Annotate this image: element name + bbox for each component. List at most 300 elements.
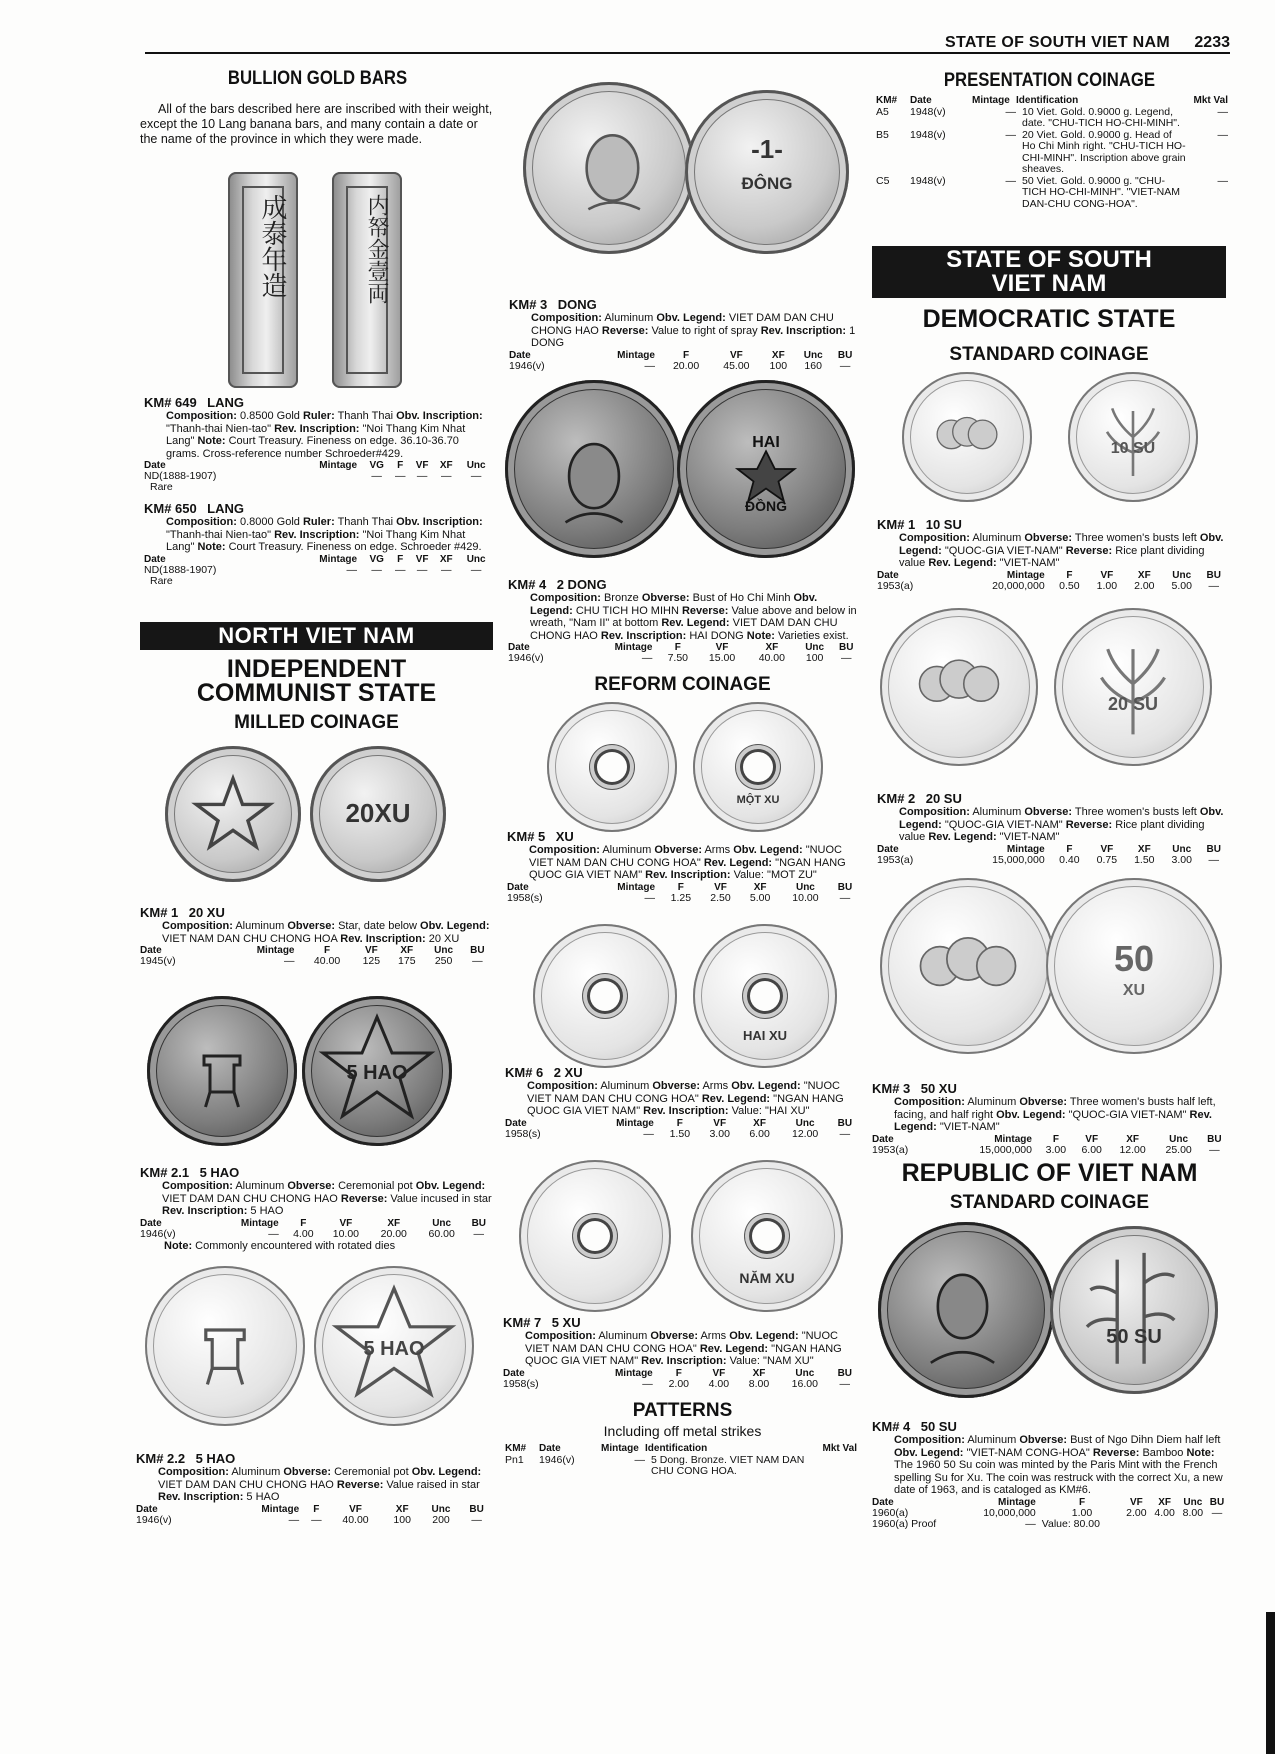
- table-header-row: [505, 1118, 859, 1129]
- column-header: XF: [439, 553, 453, 565]
- table-cell: [363, 576, 390, 587]
- field-value: Aluminum: [601, 312, 657, 324]
- catalog-entry: [507, 830, 859, 904]
- table-header-row: [876, 95, 1228, 107]
- field-value: Three women's busts left: [1072, 532, 1200, 544]
- table-cell: 4.00: [708, 1377, 730, 1390]
- table-cell: [434, 482, 458, 493]
- table-cell: —: [1005, 128, 1016, 141]
- column-header: BU: [837, 1367, 853, 1379]
- field-value: "QUOC-GIA VIET-NAM": [941, 818, 1066, 831]
- field-value: Arms: [700, 1080, 732, 1092]
- field-label: Reverse:: [340, 1192, 388, 1205]
- coin-image-obverse: [523, 82, 695, 254]
- field-label: Obv. Inscription:: [396, 516, 483, 528]
- field-label: Rev. Inscription:: [274, 528, 360, 541]
- field-label: Rev. Inscription:: [274, 422, 360, 435]
- field-value: 1 DONG: [531, 324, 856, 349]
- catalog-entry: [505, 1066, 859, 1140]
- entry-denomination: 50 XU: [920, 1081, 957, 1096]
- coin-image-reverse: [691, 1160, 843, 1312]
- field-label: Rev. Legend:: [699, 1342, 769, 1355]
- coin-image-reverse: [314, 1266, 474, 1426]
- table-cell: 8.00: [1182, 1506, 1204, 1519]
- table-row: [144, 565, 494, 576]
- entry-number: KM# 2: [877, 791, 916, 806]
- table-cell: [280, 576, 363, 587]
- coin-value-text: HAI: [752, 434, 780, 451]
- column-header: BU: [1206, 843, 1221, 855]
- column-header: Mintage: [617, 349, 655, 361]
- table-row: [872, 1145, 1227, 1156]
- column-header: VF: [1100, 843, 1114, 855]
- field-label: Obv. Inscription:: [396, 410, 483, 422]
- coin-image-obverse: [902, 372, 1032, 502]
- field-label: Rev. Inscription:: [162, 1205, 248, 1217]
- presentation-table-wrap: [876, 95, 1228, 210]
- column-header: F: [300, 1217, 307, 1229]
- column-header: Date: [872, 1133, 894, 1145]
- field-label: Composition:: [162, 1180, 233, 1192]
- table-header-row: [505, 1443, 857, 1455]
- table-cell: 5.00: [749, 891, 771, 904]
- field-value: Value: "NAM XU": [726, 1355, 814, 1367]
- entry-denomination: 5 XU: [551, 1315, 581, 1330]
- table-cell: 0.75: [1096, 853, 1118, 866]
- entry-denomination: 5 HAO: [195, 1451, 236, 1466]
- field-label: Obverse:: [654, 844, 703, 856]
- coin-image-reverse: [1054, 608, 1212, 766]
- subsection-heading: STANDARD COINAGE: [949, 344, 1149, 365]
- table-cell: 2.00: [668, 1377, 690, 1390]
- column-header: XF: [1158, 1496, 1171, 1508]
- table-cell: —: [1209, 1143, 1220, 1156]
- field-value: "Noi Thang Kim Nhat Lang": [166, 528, 466, 553]
- table-cell: 1958(s): [503, 1377, 539, 1390]
- column-header: XF: [400, 945, 414, 956]
- entry-number: KM# 3: [872, 1081, 911, 1096]
- table-row: [144, 576, 494, 587]
- table-cell: 1958(s): [505, 1127, 541, 1140]
- entry-description: [505, 1080, 859, 1118]
- field-label: Composition:: [899, 532, 970, 544]
- field-label: Obverse:: [287, 1180, 336, 1192]
- banner-line: STATE OF SOUTH: [946, 246, 1152, 273]
- section-heading: REPUBLIC OF VIET NAM: [901, 1159, 1198, 1187]
- coin-image-obverse: [165, 746, 301, 882]
- table-cell: —: [841, 652, 852, 664]
- field-value: VIET DAM DAN CHU CHONG HAO: [158, 1478, 337, 1491]
- column-header: Unc: [431, 1503, 451, 1515]
- field-label: Reverse:: [681, 604, 729, 617]
- field-label: Composition:: [894, 1096, 965, 1108]
- coin-image-reverse: [693, 702, 823, 832]
- field-value: Court Treasury. Fineness on edge. Schroeder #429.: [225, 541, 482, 553]
- column-header: F: [674, 642, 681, 653]
- column-header: Mintage: [261, 1503, 300, 1515]
- table-header-row: [144, 554, 494, 565]
- presentation-heading: PRESENTATION COINAGE: [943, 70, 1156, 91]
- ceremonial-pot-icon: [145, 1266, 305, 1426]
- field-label: Rev. Inscription:: [158, 1491, 244, 1503]
- table-row: [876, 176, 1228, 211]
- field-value: Aluminum: [964, 1434, 1020, 1446]
- field-value: "NGAN HANG QUOC GIA VIET NAM": [527, 1092, 844, 1117]
- column-header: Date: [877, 569, 899, 581]
- entry-description: [136, 1466, 492, 1504]
- table-cell: 40.00: [758, 652, 785, 664]
- table-cell: 10 Viet. Gold. 0.9000 g. Legend, date. "CHU-TICH HO-CHI-MINH".: [1022, 105, 1180, 129]
- table-cell: [363, 482, 390, 493]
- field-value: Arms: [702, 844, 734, 856]
- table-cell: 1.25: [670, 891, 692, 904]
- table-cell: 1958(s): [507, 891, 543, 904]
- table-cell: 2.00: [1134, 579, 1155, 592]
- table-cell: —: [641, 652, 653, 664]
- column-header: BU: [837, 881, 853, 893]
- table-cell: 1946(v): [508, 652, 544, 664]
- field-label: Rev. Legend:: [928, 831, 997, 843]
- gold-bar-inscription-1: 成泰年造: [257, 194, 287, 298]
- table-cell: 1.50: [669, 1127, 691, 1140]
- table-row: [144, 482, 494, 493]
- column-header: Mintage: [1006, 569, 1045, 581]
- table-cell: 15.00: [708, 652, 736, 664]
- coin-image-obverse: [547, 702, 677, 832]
- table-cell: ND(1888-1907): [144, 470, 217, 482]
- field-value: VIET DAM DAN CHU CHONG HAO: [530, 617, 838, 642]
- field-label: Obv. Legend:: [411, 1466, 482, 1478]
- coin-value-text: 50: [1113, 938, 1155, 979]
- catalog-entry: [136, 1452, 492, 1526]
- table-cell: 1946(v): [140, 1227, 176, 1240]
- field-label: Note:: [197, 541, 226, 553]
- table-row: [877, 855, 1227, 866]
- column-header: Date: [140, 945, 162, 956]
- table-cell: 1953(a): [877, 853, 914, 866]
- table-cell: 2.50: [710, 891, 731, 904]
- field-label: Reverse:: [336, 1478, 384, 1491]
- field-value: Thanh Thai: [334, 410, 397, 422]
- column-header: Date: [877, 843, 899, 855]
- entry-description: [140, 1180, 492, 1218]
- field-value: Ceremonial pot: [335, 1180, 416, 1192]
- catalog-entry: [509, 298, 859, 372]
- field-value: Aluminum: [969, 532, 1025, 544]
- column-header: Unc: [466, 460, 486, 471]
- field-value: "Noi Thang Kim Nhat Lang": [166, 422, 466, 447]
- table-cell: 25.00: [1165, 1143, 1192, 1156]
- field-label: Obv. Legend:: [894, 1446, 964, 1459]
- three-busts-icon: [902, 372, 1032, 502]
- table-cell: —: [1025, 1517, 1036, 1530]
- coin-value-text: NĂM XU: [739, 1270, 795, 1286]
- section-heading: DEMOCRATIC STATE: [922, 305, 1176, 333]
- coin-image-reverse: [1050, 1226, 1218, 1394]
- field-label: Obverse:: [650, 1330, 699, 1342]
- table-row: [505, 1129, 859, 1140]
- field-label: Rev. Legend:: [928, 557, 997, 569]
- section-heading: COMMUNIST STATE: [196, 679, 437, 707]
- field-label: Rev. Inscription:: [600, 629, 687, 642]
- table-cell: 1946(v): [539, 1453, 575, 1466]
- field-value: Aluminum: [969, 806, 1025, 818]
- column-header: Mintage: [617, 881, 656, 893]
- field-label: Obverse:: [652, 1080, 701, 1092]
- table-header-row: [136, 1504, 492, 1515]
- bamboo-icon: [1050, 1226, 1218, 1394]
- coin-image-obverse: [505, 380, 683, 558]
- table-cell: [280, 482, 363, 493]
- column-header: VF: [713, 1117, 727, 1129]
- column-header: VF: [715, 642, 729, 653]
- table-cell: [1207, 1519, 1227, 1530]
- catalog-entry: [872, 1420, 1227, 1530]
- table-row: [505, 1455, 857, 1478]
- table-cell: —: [284, 955, 295, 967]
- column-header: VF: [364, 945, 378, 956]
- entry-number: KM# 1: [877, 517, 916, 532]
- column-header: Mintage: [972, 95, 1010, 106]
- table-cell: —: [1217, 174, 1228, 187]
- field-value: The 1960 50 Su coin was minted by the Paris Mint with the French spelling Su for Xu. The coin was restruck with the correct Xu, a new date of 1963, and is cataloged as KM#6.: [894, 1459, 1223, 1496]
- field-label: Obv. Legend:: [530, 592, 818, 617]
- table-cell: 1.00: [1071, 1506, 1093, 1519]
- column-header: F: [676, 1117, 683, 1129]
- field-label: Obverse:: [641, 592, 690, 604]
- table-cell: —: [311, 1513, 322, 1526]
- value-table: [877, 570, 1227, 592]
- ho-chi-minh-portrait-icon: [523, 82, 695, 254]
- bullion-intro: All of the bars described here are inscribed with their weight, except the 10 Lang banana bars, and many contain a date or the name of the province in which they were made.: [140, 102, 493, 146]
- rice-plant-icon: [1054, 608, 1212, 766]
- bullion-heading: BULLION GOLD BARS: [227, 68, 408, 89]
- entry-number: KM# 2.1: [140, 1165, 190, 1180]
- column-header: XF: [439, 460, 453, 471]
- field-value: 5 HAO: [243, 1491, 280, 1503]
- entry-denomination: XU: [555, 829, 574, 844]
- column-header: VF: [712, 1367, 726, 1379]
- three-busts-icon: [880, 608, 1038, 766]
- coin-image-reverse: [677, 380, 855, 558]
- table-cell: 100: [769, 359, 788, 372]
- table-cell: 1960(a) Proof: [872, 1517, 937, 1530]
- field-label: Rev. Legend:: [661, 617, 730, 629]
- field-value: Value incused in star: [387, 1192, 492, 1205]
- table-cell: 1948(v): [910, 128, 946, 141]
- entry-denomination: 10 SU: [925, 517, 962, 532]
- table-cell: 1.50: [1134, 853, 1155, 866]
- field-value: Aluminum: [964, 1096, 1020, 1108]
- column-header: Date: [910, 95, 932, 106]
- table-cell: —: [472, 955, 483, 967]
- column-header: Date: [144, 460, 166, 471]
- table-cell: 200: [432, 1513, 450, 1526]
- gold-bar-image-1: [228, 172, 298, 388]
- table-header-row: [509, 350, 859, 361]
- table-cell: 1948(v): [910, 174, 946, 187]
- column-header: Mintage: [614, 642, 653, 653]
- column-header: KM#: [876, 95, 898, 106]
- column-header: XF: [1137, 569, 1151, 581]
- coin-value-word: ĐỒNG: [745, 498, 787, 514]
- table-cell: 20.00: [380, 1227, 407, 1240]
- column-header: Unc: [432, 1217, 452, 1229]
- table-cell: 40.00: [342, 1513, 369, 1526]
- table-cell: —: [416, 470, 428, 482]
- table-cell: 1960(a): [872, 1506, 909, 1519]
- table-cell: 125: [362, 955, 381, 967]
- table-row: [872, 1519, 1227, 1530]
- field-label: Composition:: [525, 1330, 596, 1342]
- field-label: Obverse:: [283, 1466, 332, 1478]
- column-header: BU: [471, 1217, 487, 1229]
- coin-image-reverse: [685, 90, 849, 254]
- column-header: VF: [1100, 569, 1114, 581]
- coin-value-text: 10 SU: [1110, 440, 1156, 457]
- entry-description: [508, 592, 860, 642]
- column-header: VF: [1085, 1133, 1099, 1145]
- table-cell: 160: [804, 359, 822, 372]
- value-table: [144, 554, 494, 587]
- field-value: "NUOC VIET NAM DAN CHU CONG HOA": [527, 1080, 841, 1105]
- table-cell: —: [839, 1377, 851, 1390]
- field-value: Thanh Thai: [334, 516, 397, 528]
- table-cell: [815, 1455, 857, 1478]
- column-header: VF: [1129, 1496, 1143, 1508]
- table-cell: —: [644, 891, 656, 904]
- field-label: Rev. Legend:: [701, 1092, 771, 1105]
- value-table: [136, 1504, 492, 1526]
- entry-description: [503, 1330, 859, 1368]
- field-label: Obv. Legend:: [731, 1080, 801, 1092]
- field-value: "Thanh-thai Nien-tao": [166, 422, 275, 435]
- entry-number: KM# 649: [144, 395, 197, 410]
- coin-image-obverse: [147, 996, 297, 1146]
- table-cell: 3.00: [1045, 1143, 1067, 1156]
- field-value: Arms: [698, 1330, 730, 1342]
- table-cell: 15,000,000: [979, 1143, 1032, 1156]
- value-table: [872, 1134, 1227, 1156]
- column-header: VF: [415, 460, 429, 471]
- field-label: Ruler:: [302, 516, 335, 528]
- table-cell: 20 Viet. Gold. 0.9000 g. Head of Ho Chi Minh right. "CHU-TICH HO-CHI-MINH". Inscription above grain sheaves.: [1022, 128, 1186, 175]
- coin-image-reverse: [310, 746, 446, 882]
- field-value: Rice plant dividing value: [899, 544, 1205, 569]
- table-cell: —: [440, 470, 452, 482]
- coin-value-text: 5 HAO: [363, 1338, 425, 1360]
- table-cell: 1945(v): [140, 955, 176, 967]
- table-cell: —: [1208, 579, 1219, 592]
- column-header: XF: [1126, 1133, 1139, 1145]
- field-value: Value to right of spray: [648, 324, 761, 337]
- column-header: BU: [839, 642, 854, 653]
- table-cell: —: [471, 1513, 482, 1526]
- field-label: Obverse:: [1019, 1434, 1068, 1446]
- field-value: Court Treasury. Fineness on edge. 36.10-36.70 grams. Cross-reference number Schroeder#429.: [166, 435, 459, 460]
- field-label: Obverse:: [1024, 806, 1073, 818]
- section-heading: INDEPENDENT: [226, 655, 407, 683]
- catalog-entry: [877, 518, 1227, 592]
- entry-description: [877, 532, 1227, 570]
- table-cell: —: [839, 891, 851, 904]
- column-header: Mintage: [240, 1217, 279, 1229]
- column-header: VG: [369, 460, 384, 471]
- column-header: Unc: [795, 881, 815, 893]
- table-cell: 6.00: [749, 1127, 770, 1140]
- table-row: [508, 653, 860, 664]
- table-cell: Rare: [150, 481, 173, 493]
- table-cell: [410, 576, 434, 587]
- coin-value-text: -1-: [751, 134, 783, 164]
- column-header: F: [397, 460, 404, 471]
- table-cell: 7.50: [667, 652, 688, 664]
- table-cell: 2.00: [1126, 1506, 1147, 1519]
- column-header: VF: [730, 349, 743, 361]
- column-header: Date: [539, 1443, 561, 1454]
- coin-image-obverse: [533, 924, 677, 1068]
- field-label: Composition:: [894, 1434, 965, 1446]
- value-table: [140, 1218, 492, 1240]
- coin-image-obverse: [880, 608, 1038, 766]
- field-label: Rev. Inscription:: [641, 1355, 727, 1367]
- field-label: Note:: [746, 629, 775, 642]
- entry-note: Note: Commonly encountered with rotated dies: [164, 1239, 396, 1252]
- table-cell: [458, 576, 494, 587]
- coin-value-text: HAI XU: [742, 1028, 788, 1043]
- column-header: Mintage: [601, 1443, 639, 1454]
- table-header-row: [503, 1368, 859, 1379]
- column-header: Date: [508, 642, 530, 653]
- table-cell: [390, 576, 410, 587]
- field-label: Obv. Legend:: [996, 1108, 1066, 1121]
- table-cell: —: [394, 563, 406, 576]
- field-value: CHU TICH HO MIHN: [572, 604, 682, 617]
- patterns-table: [505, 1443, 857, 1478]
- table-cell: 40.00: [313, 955, 341, 967]
- table-cell: 6.00: [1081, 1143, 1102, 1156]
- table-cell: —: [346, 563, 358, 576]
- value-table: [144, 460, 494, 493]
- column-header: Identification: [1016, 95, 1079, 106]
- column-header: F: [324, 945, 331, 956]
- field-value: "VIET-NAM": [936, 1121, 1000, 1133]
- field-label: Composition:: [529, 844, 600, 856]
- coin-image-obverse: [878, 1222, 1054, 1398]
- table-row: [872, 1508, 1227, 1519]
- table-cell: 250: [434, 955, 453, 967]
- table-cell: 175: [398, 955, 416, 967]
- subsection-subheading: Including off metal strikes: [603, 1423, 762, 1439]
- table-cell: Pn1: [505, 1453, 524, 1466]
- ho-chi-minh-portrait-icon: [505, 380, 683, 558]
- table-cell: —: [839, 359, 851, 372]
- coin-image-reverse: [1046, 878, 1222, 1054]
- entry-denomination: DONG: [557, 297, 597, 312]
- field-value: Star, date below: [335, 920, 421, 932]
- running-head: [145, 28, 1230, 54]
- column-header: Mintage: [256, 945, 295, 956]
- field-label: Rev. Inscription:: [340, 932, 426, 945]
- rice-plant-icon: [1068, 372, 1198, 502]
- table-cell: —: [1005, 105, 1016, 118]
- entry-number: KM# 1: [140, 905, 179, 920]
- field-label: Composition:: [158, 1466, 229, 1478]
- coin-image-obverse: [519, 1160, 671, 1312]
- subsection-heading: REFORM COINAGE: [594, 674, 771, 695]
- coin-value-text: 5 HAO: [346, 1062, 408, 1084]
- column-header: F: [677, 881, 684, 893]
